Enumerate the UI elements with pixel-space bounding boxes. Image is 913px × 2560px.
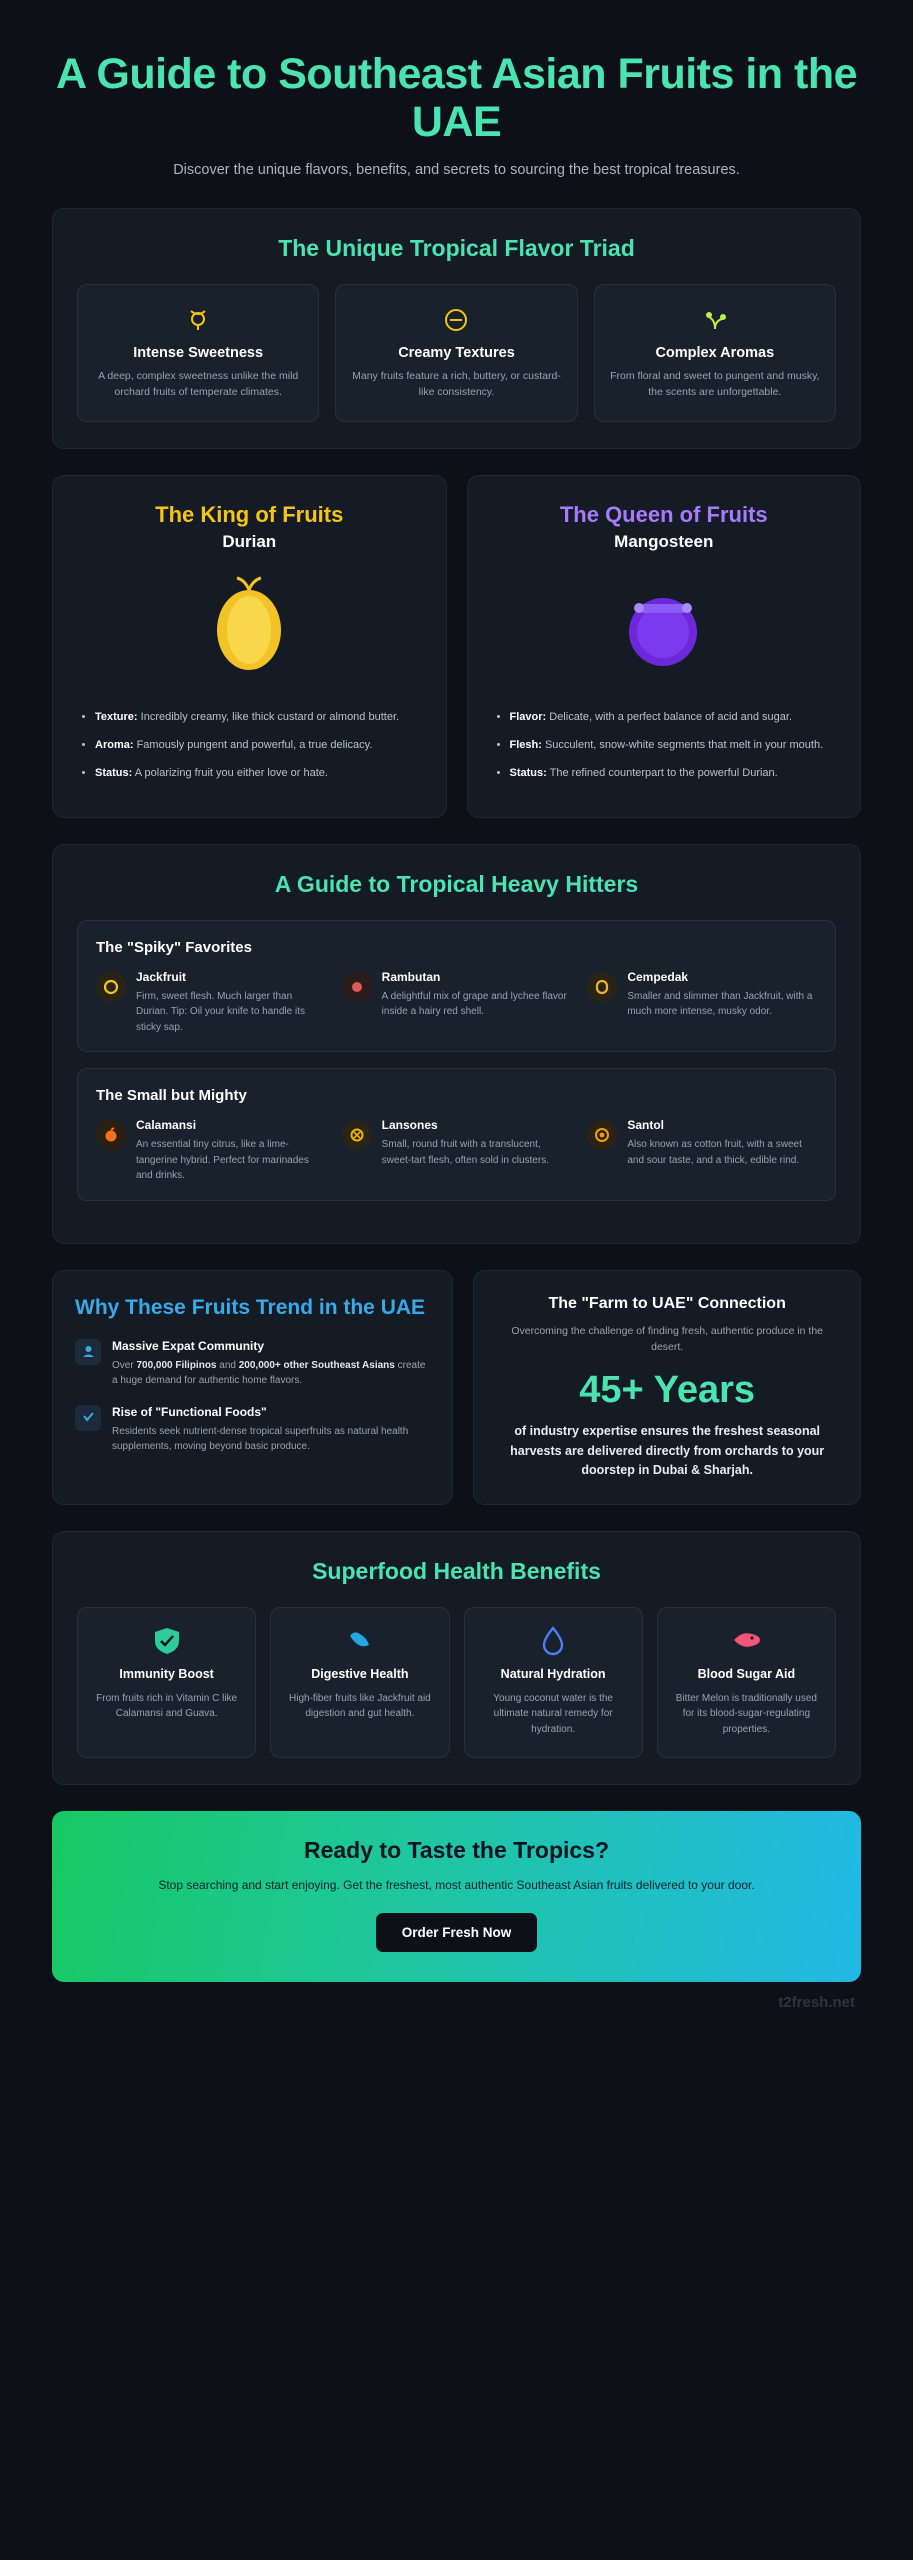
fact-text: Delicate, with a perfect balance of acid and sugar.	[546, 710, 793, 723]
royal-fruits-section	[52, 475, 861, 818]
fact-label: Aroma:	[95, 738, 134, 751]
triad-item-text: Many fruits feature a rich, buttery, or custard-like consistency.	[352, 370, 561, 398]
durian-name: Durian	[222, 531, 277, 551]
mangosteen-crown-title: The Queen of Fruits	[559, 501, 768, 527]
fruit-item-calamansi	[96, 1118, 326, 1184]
santol-icon	[587, 1120, 617, 1150]
durian-crown-title: The King of Fruits	[155, 501, 344, 527]
triad-item-text: From floral and sweet to pungent and musky, the scents are unforgettable.	[610, 370, 820, 398]
triad-item-sweetness	[77, 284, 319, 422]
trend-item-title: Rise of "Functional Foods"	[112, 1404, 267, 1419]
page-subtitle: Discover the unique flavors, benefits, and secrets to sourcing the best tropical treasures.	[173, 162, 740, 179]
lansones-icon	[342, 1120, 372, 1150]
cempedak-icon	[587, 972, 617, 1002]
health-item-text: High-fiber fruits like Jackfruit aid digestion and gut health.	[289, 1692, 431, 1720]
page-title: A Guide to Southeast Asian Fruits in the UAE	[55, 50, 858, 147]
fact-text: The refined counterpart to the powerful Durian.	[546, 766, 778, 779]
flavor-triad-grid	[77, 284, 836, 422]
fruit-item-cempedak	[587, 970, 817, 1036]
mangosteen-card	[467, 475, 862, 818]
stomach-icon	[283, 1626, 436, 1656]
group-title: The "Spiky" Favorites	[96, 938, 252, 956]
fruit-item-jackfruit	[96, 970, 326, 1036]
durian-icon	[75, 568, 424, 683]
fact-text: A polarizing fruit you either love or hate.	[132, 766, 328, 779]
jackfruit-icon	[96, 972, 126, 1002]
blood-drop-icon	[670, 1626, 823, 1656]
health-item-text: Young coconut water is the ultimate natural remedy for hydration.	[493, 1692, 613, 1735]
triad-item-title: Creamy Textures	[398, 345, 515, 362]
cta-text: Stop searching and start enjoying. Get the freshest, most authentic Southeast Asian fruits delivered to your door.	[158, 1878, 755, 1893]
farm-tail-text: of industry expertise ensures the freshest seasonal harvests are delivered directly from orchards to your doorstep in Dubai & Sharjah.	[510, 1424, 825, 1477]
trend-and-farm-section	[52, 1270, 861, 1506]
flavor-triad-title: The Unique Tropical Flavor Triad	[278, 235, 635, 262]
fruit-name: Calamansi	[136, 1118, 197, 1133]
triad-item-aroma	[594, 284, 836, 422]
honey-drip-icon	[92, 303, 304, 337]
fruit-name: Rambutan	[381, 969, 441, 984]
cream-swirl-icon	[350, 303, 562, 337]
fruit-text: An essential tiny citrus, like a lime-tangerine hybrid. Perfect for marinades and drinks.	[136, 1139, 309, 1182]
list-item	[510, 737, 839, 754]
health-item-text: Bitter Melon is traditionally used for its blood-sugar-regulating properties.	[675, 1692, 817, 1735]
durian-card	[52, 475, 447, 818]
triad-item-title: Complex Aromas	[655, 345, 775, 362]
mangosteen-icon	[490, 568, 839, 683]
farm-lead: Overcoming the challenge of finding fresh, authentic produce in the desert.	[511, 1324, 824, 1353]
health-item-hydration	[464, 1607, 643, 1758]
list-item	[510, 709, 839, 726]
health-item-title: Natural Hydration	[500, 1667, 606, 1682]
fruit-text: Also known as cotton fruit, with a sweet and sour taste, and a thick, edible rind.	[627, 1139, 802, 1166]
health-grid	[77, 1607, 836, 1758]
health-item-text: From fruits rich in Vitamin C like Calamansi and Guava.	[96, 1692, 238, 1720]
flavor-triad-panel	[52, 208, 861, 449]
fruit-text: Small, round fruit with a translucent, sweet-tart flesh, often sold in clusters.	[381, 1139, 549, 1166]
cta-title: Ready to Taste the Tropics?	[303, 1837, 610, 1864]
health-item-blood-sugar	[657, 1607, 836, 1758]
health-benefits-title: Superfood Health Benefits	[312, 1558, 601, 1585]
mangosteen-name: Mangosteen	[614, 531, 714, 551]
trend-item-expat	[75, 1339, 430, 1389]
calamansi-icon	[96, 1120, 126, 1150]
group-items	[96, 1118, 817, 1184]
fact-label: Flesh:	[509, 738, 542, 751]
trend-item-text: Residents seek nutrient-dense tropical superfruits as natural health supplements, moving beyond basic produce.	[112, 1425, 409, 1453]
fruit-text: Smaller and slimmer than Jackfruit, with a much more intense, musky odor.	[627, 990, 813, 1018]
group-items	[96, 970, 817, 1036]
farm-connection-card	[473, 1270, 861, 1506]
list-item	[95, 709, 424, 726]
fact-text: Famously pungent and powerful, a true delicacy.	[133, 738, 373, 751]
fruit-item-lansones	[342, 1118, 572, 1184]
fruit-item-rambutan	[342, 970, 572, 1036]
cta-banner	[52, 1811, 861, 1982]
watermark: t2fresh.net	[778, 1993, 855, 2011]
triad-item-title: Intense Sweetness	[133, 345, 264, 362]
farm-title: The "Farm to UAE" Connection	[548, 1294, 786, 1312]
trend-title: Why These Fruits Trend in the UAE	[75, 1295, 426, 1319]
water-drop-icon	[477, 1626, 630, 1656]
fruit-name: Cempedak	[627, 969, 689, 984]
fruit-text: A delightful mix of grape and lychee flavor inside a hairy red shell.	[381, 990, 567, 1018]
order-fresh-now-button[interactable]: Order Fresh Now	[376, 1913, 538, 1952]
leaf-check-icon	[75, 1405, 101, 1431]
fruit-text: Firm, sweet flesh. Much larger than Durian. Tip: Oil your knife to handle its sticky sap.	[136, 990, 305, 1033]
trend-item-functional-foods	[75, 1405, 430, 1455]
durian-fact-list	[75, 709, 424, 782]
triad-item-texture	[335, 284, 577, 422]
fact-text: Succulent, snow-white segments that melt in your mouth.	[541, 738, 824, 751]
spiky-favorites-group	[77, 920, 836, 1053]
group-title: The Small but Mighty	[96, 1087, 247, 1105]
health-item-immunity	[77, 1607, 256, 1758]
fact-label: Texture:	[95, 710, 138, 723]
fruit-name: Jackfruit	[136, 969, 187, 984]
health-benefits-panel	[52, 1531, 861, 1785]
fact-label: Status:	[95, 766, 133, 779]
fact-label: Status:	[509, 766, 547, 779]
health-item-title: Immunity Boost	[119, 1667, 214, 1682]
trend-card	[52, 1270, 453, 1506]
shield-check-icon	[90, 1626, 243, 1656]
farm-years-stat: 45+ Years	[579, 1369, 756, 1412]
hero-section	[52, 30, 861, 208]
health-item-title: Digestive Health	[311, 1667, 409, 1682]
fact-text: Incredibly creamy, like thick custard or almond butter.	[137, 710, 400, 723]
health-item-digestive	[270, 1607, 449, 1758]
trend-item-text: Over 700,000 Filipinos and 200,000+ other Southeast Asians create a huge demand for authentic home flavors.	[112, 1359, 426, 1387]
fruit-name: Lansones	[381, 1118, 438, 1133]
rambutan-icon	[342, 972, 372, 1002]
heavy-hitters-panel	[52, 844, 861, 1244]
trend-item-title: Massive Expat Community	[112, 1338, 265, 1353]
people-icon	[75, 1339, 101, 1365]
list-item	[95, 765, 424, 782]
aroma-sprout-icon	[609, 303, 821, 337]
health-item-title: Blood Sugar Aid	[697, 1667, 796, 1682]
small-but-mighty-group	[77, 1068, 836, 1201]
fruit-name: Santol	[627, 1118, 665, 1133]
triad-item-text: A deep, complex sweetness unlike the mild orchard fruits of temperate climates.	[98, 370, 299, 398]
fact-label: Flavor:	[509, 710, 547, 723]
fruit-item-santol	[587, 1118, 817, 1184]
mangosteen-fact-list	[490, 709, 839, 782]
heavy-hitters-title: A Guide to Tropical Heavy Hitters	[274, 870, 639, 897]
list-item	[510, 765, 839, 782]
list-item	[95, 737, 424, 754]
